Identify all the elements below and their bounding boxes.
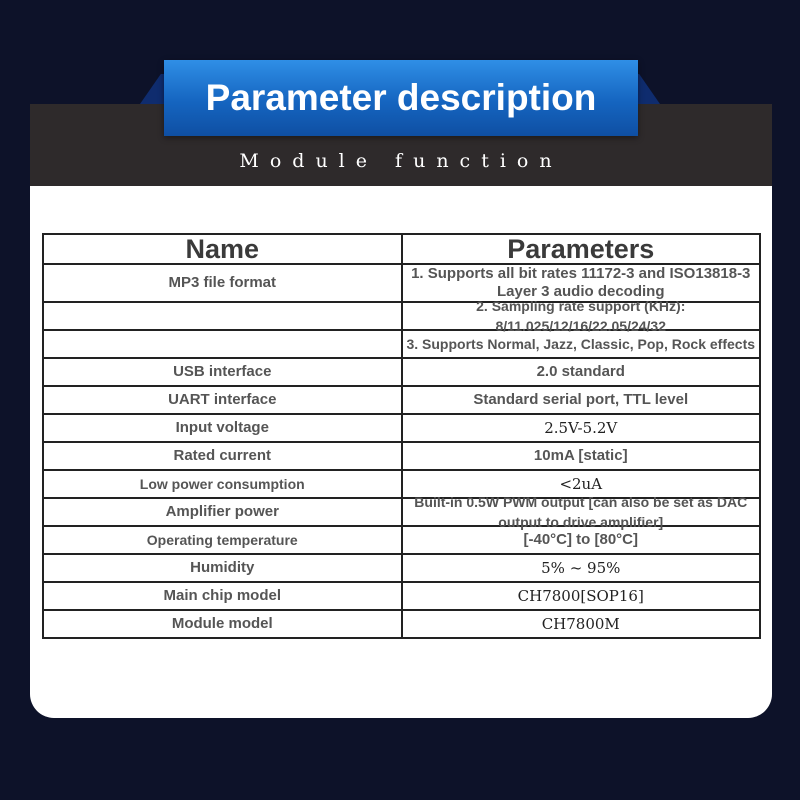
- row-name: USB interface: [43, 358, 402, 386]
- table-row: [43, 582, 760, 610]
- row-name: [43, 526, 402, 554]
- table-row: [43, 302, 760, 330]
- parameter-table: [42, 233, 761, 639]
- column-header-parameters: Parameters: [402, 234, 761, 264]
- row-name: UART interface: [43, 386, 402, 414]
- row-name-text: Low power consumption: [139, 476, 305, 492]
- row-value: 10mA [static]: [402, 442, 761, 470]
- row-value-text: 2. Sampling rate support (KHz): 8/11.025/12/16/22.05/24/32: [476, 298, 686, 334]
- table-row: [43, 330, 760, 358]
- table-row: [43, 414, 760, 442]
- row-value: 5% ~ 95%: [402, 554, 761, 582]
- row-name-text: Operating temperature: [146, 532, 298, 548]
- table-row: [43, 358, 760, 386]
- table-row: [43, 442, 760, 470]
- row-value: [402, 330, 761, 358]
- row-value: <2uA: [402, 470, 761, 498]
- row-value: CH7800M: [402, 610, 761, 638]
- column-header-name: Name: [43, 234, 402, 264]
- row-name: [43, 470, 402, 498]
- row-value: 2.5V-5.2V: [402, 414, 761, 442]
- row-value: 1. Supports all bit rates 11172-3 and ISO13818-3 Layer 3 audio decoding: [402, 264, 761, 302]
- row-value: 2.0 standard: [402, 358, 761, 386]
- row-value: [402, 298, 761, 334]
- row-name: Input voltage: [43, 414, 402, 442]
- row-value: [402, 494, 761, 530]
- table-header-row: [43, 234, 760, 264]
- row-value-text: 3. Supports Normal, Jazz, Classic, Pop, Rock effects: [406, 336, 756, 352]
- row-name: [43, 302, 402, 330]
- row-name: MP3 file format: [43, 264, 402, 302]
- row-value: Standard serial port, TTL level: [402, 386, 761, 414]
- row-name: Main chip model: [43, 582, 402, 610]
- table-row: [43, 498, 760, 526]
- row-name: Amplifier power: [43, 498, 402, 526]
- row-value: CH7800[SOP16]: [402, 582, 761, 610]
- row-value: [-40°C] to [80°C]: [402, 526, 761, 554]
- table-row: [43, 386, 760, 414]
- page-title: Parameter description: [164, 60, 638, 136]
- module-function-subtitle: Module function: [239, 150, 563, 172]
- table-row: [43, 610, 760, 638]
- row-name: Module model: [43, 610, 402, 638]
- table-row: [43, 554, 760, 582]
- row-name: [43, 330, 402, 358]
- row-value-text: Built-in 0.5W PWM output [can also be set as DAC output to drive amplifier]: [414, 494, 748, 530]
- row-name: Rated current: [43, 442, 402, 470]
- row-name: Humidity: [43, 554, 402, 582]
